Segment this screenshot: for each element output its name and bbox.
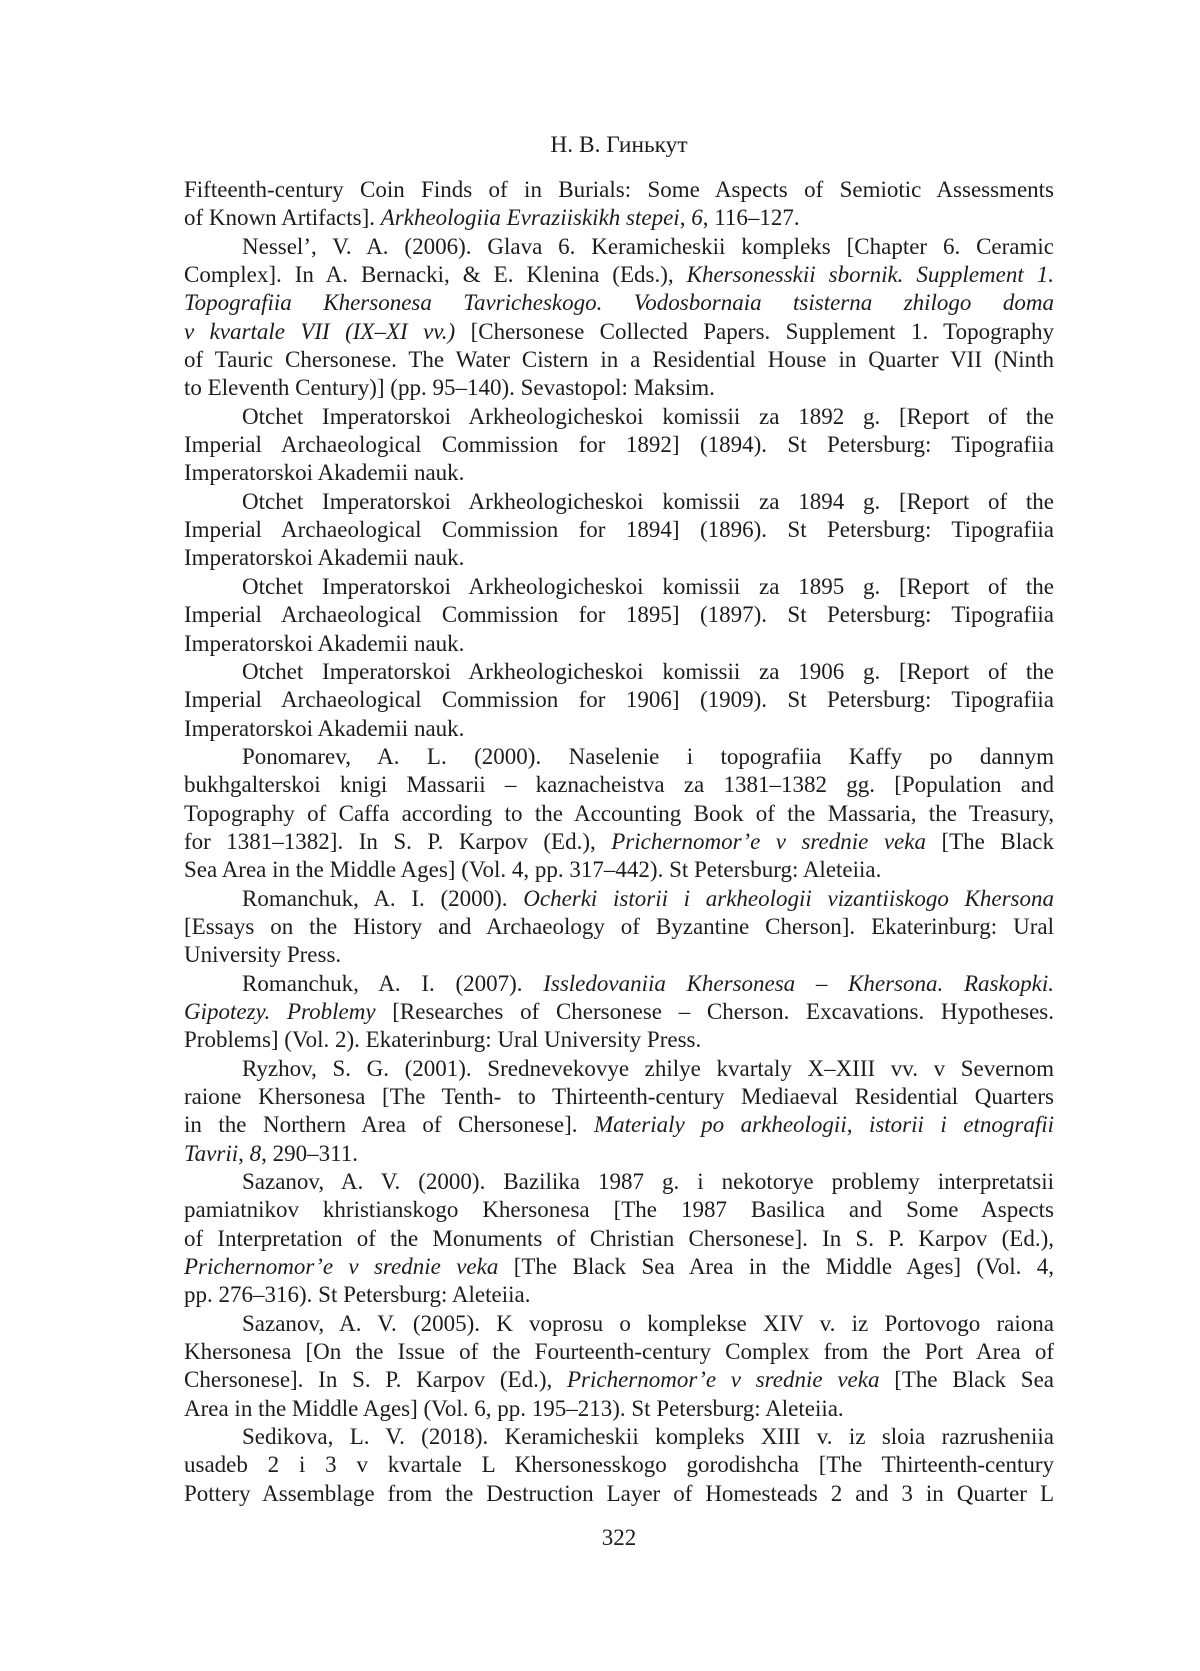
reference-line: Sea Area in the Middle Ages] (Vol. 4, pp. 317–442). St Petersburg: Aleteiia. bbox=[184, 857, 882, 883]
reference-line: [Essays on the History and Archaeology of Byzantine Cherson]. Ekaterinburg: Ural bbox=[184, 913, 1054, 939]
reference-line: Khersonesa [On the Issue of the Fourteenth-century Complex from the Port Area of bbox=[184, 1339, 1054, 1365]
reference-line: Ryzhov, S. G. (2001). Srednevekovye zhilye kvartaly X–XIII vv. v Severnom bbox=[242, 1055, 1054, 1081]
reference-line: Fifteenth-century Coin Finds of in Burials: Some Aspects of Semiotic Assessments bbox=[184, 177, 1054, 202]
reference-line: v kvartale VII (IX–XI vv.) [Chersonese Collected Papers. Supplement 1. Topography bbox=[184, 318, 1054, 344]
reference-line: Imperial Archaeological Commission for 1892] (1894). St Petersburg: Tipografiia bbox=[184, 432, 1054, 458]
reference-line: Romanchuk, A. I. (2007). Issledovaniia Khersonesa – Khersona. Raskopki. bbox=[242, 970, 1055, 996]
reference-line: Imperial Archaeological Commission for 1894] (1896). St Petersburg: Tipografiia bbox=[184, 517, 1054, 543]
reference-line: pp. 276–316). St Petersburg: Aleteiia. bbox=[184, 1282, 531, 1308]
reference-line: usadeb 2 i 3 v kvartale L Khersonesskogo gorodishcha [The Thirteenth-century bbox=[184, 1452, 1054, 1478]
reference-line: Gipotezy. Problemy [Researches of Chersonese – Cherson. Excavations. Hypotheses. bbox=[184, 998, 1054, 1024]
reference-line: Romanchuk, A. I. (2000). Ocherki istorii i arkheologii vizantiiskogo Khersona bbox=[242, 885, 1055, 911]
reference-line: Sazanov, A. V. (2000). Bazilika 1987 g. i nekotorye problemy interpretatsii bbox=[242, 1169, 1054, 1195]
reference-line: for 1381–1382]. In S. P. Karpov (Ed.), Prichernomor’e v srednie veka [The Black bbox=[184, 828, 1055, 854]
reference-line: in the Northern Area of Chersonese]. Materialy po arkheologii, istorii i etnografii bbox=[184, 1112, 1054, 1138]
reference-line: Otchet Imperatorskoi Arkheologicheskoi komissii za 1895 g. [Report of the bbox=[242, 573, 1054, 599]
reference-line: Area in the Middle Ages] (Vol. 6, pp. 195–213). St Petersburg: Aleteiia. bbox=[184, 1395, 844, 1421]
reference-line: Otchet Imperatorskoi Arkheologicheskoi komissii za 1906 g. [Report of the bbox=[242, 658, 1054, 684]
reference-line: Topography of Caffa according to the Accounting Book of the Massaria, the Treasury, bbox=[184, 800, 1054, 826]
reference-line: Imperatorskoi Akademii nauk. bbox=[184, 460, 465, 486]
reference-line: Otchet Imperatorskoi Arkheologicheskoi komissii za 1894 g. [Report of the bbox=[242, 488, 1054, 514]
reference-line: University Press. bbox=[184, 942, 342, 968]
reference-line: Imperatorskoi Akademii nauk. bbox=[184, 545, 465, 571]
reference-line: Pottery Assemblage from the Destruction Layer of Homesteads 2 and 3 in Quarter L bbox=[184, 1480, 1054, 1506]
references bbox=[184, 176, 1054, 1508]
reference-line: raione Khersonesa [The Tenth- to Thirteenth-century Mediaeval Residential Quarters bbox=[184, 1084, 1054, 1109]
reference-line: bukhgalterskoi knigi Massarii – kaznacheistva za 1381–1382 gg. [Population and bbox=[184, 772, 1054, 798]
reference-line: Chersonese]. In S. P. Karpov (Ed.), Prichernomor’e v srednie veka [The Black Sea bbox=[184, 1367, 1054, 1393]
reference-line: Otchet Imperatorskoi Arkheologicheskoi komissii za 1892 g. [Report of the bbox=[242, 403, 1054, 429]
reference-line: Problems] (Vol. 2). Ekaterinburg: Ural University Press. bbox=[184, 1027, 702, 1053]
reference-line: to Eleventh Century)] (pp. 95–140). Sevastopol: Maksim. bbox=[184, 375, 715, 401]
running-head: Н. В. Гинькут bbox=[550, 132, 688, 158]
reference-line: Complex]. In A. Bernacki, & E. Klenina (Eds.), Khersonesskii sbornik. Supplement 1. bbox=[184, 262, 1054, 288]
reference-line: Sedikova, L. V. (2018). Keramicheskii kompleks XIII v. iz sloia razrusheniia bbox=[242, 1424, 1054, 1450]
page-number: 322 bbox=[601, 1525, 637, 1551]
reference-line: Sazanov, A. V. (2005). K voprosu o komplekse XIV v. iz Portovogo raiona bbox=[242, 1310, 1054, 1336]
reference-line: Imperatorskoi Akademii nauk. bbox=[184, 630, 465, 656]
reference-line: Prichernomor’e v srednie veka [The Black Sea Area in the Middle Ages] (Vol. 4, bbox=[184, 1254, 1054, 1280]
reference-line: of Known Artifacts]. Arkheologiia Evraziiskikh stepei, 6, 116–127. bbox=[184, 205, 800, 231]
page-content bbox=[184, 130, 1054, 1552]
reference-line: of Interpretation of the Monuments of Christian Chersonese]. In S. P. Karpov (Ed.), bbox=[184, 1225, 1054, 1251]
reference-line: Imperial Archaeological Commission for 1906] (1909). St Petersburg: Tipografiia bbox=[184, 687, 1054, 713]
reference-line: Imperial Archaeological Commission for 1895] (1897). St Petersburg: Tipografiia bbox=[184, 602, 1054, 628]
reference-line: Nessel’, V. A. (2006). Glava 6. Keramicheskii kompleks [Chapter 6. Ceramic bbox=[242, 233, 1054, 259]
reference-line: Imperatorskoi Akademii nauk. bbox=[184, 715, 465, 741]
reference-line: Ponomarev, A. L. (2000). Naselenie i topografiia Kaffy po dannym bbox=[242, 743, 1054, 769]
reference-line: Tavrii, 8, 290–311. bbox=[184, 1140, 359, 1166]
reference-line: Topografiia Khersonesa Tavricheskogo. Vodosbornaia tsisterna zhilogo doma bbox=[184, 290, 1054, 316]
reference-line: of Tauric Chersonese. The Water Cistern in a Residential House in Quarter VII (Ninth bbox=[184, 347, 1054, 373]
reference-line: pamiatnikov khristianskogo Khersonesa [The 1987 Basilica and Some Aspects bbox=[184, 1197, 1054, 1223]
